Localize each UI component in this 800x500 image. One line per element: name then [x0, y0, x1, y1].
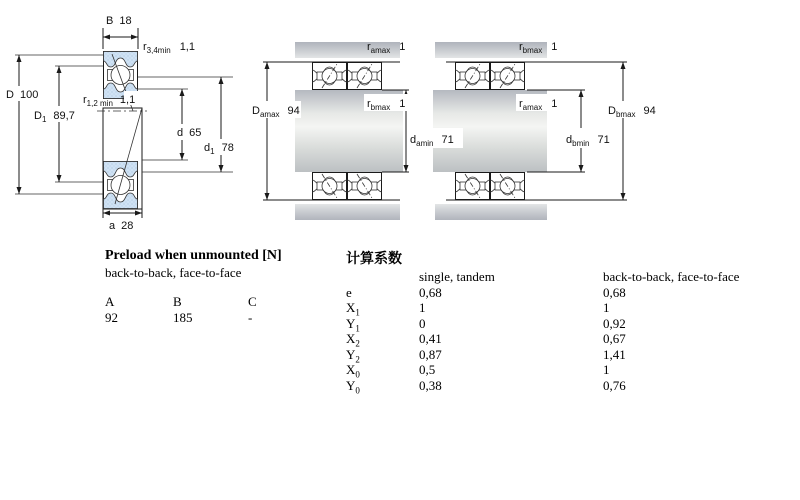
dim-label-a: a 28: [109, 220, 134, 232]
housing-bottom: [295, 204, 400, 220]
factor-value: 0,5: [419, 362, 436, 377]
factors-col2-header: back-to-back, face-to-face: [603, 269, 740, 284]
preload-value-C: -: [248, 310, 253, 325]
dim-label-dbmin: $d_{bmin}$ 71: [566, 134, 610, 148]
calculation-factors-table: [344, 248, 784, 398]
dim-label-r12: $r_{1,2 min}$ 1,1: [83, 94, 136, 108]
factor-value: 1: [603, 300, 610, 315]
dim-label-rbmax-b: $r_{bmax}$ 1: [519, 41, 558, 55]
factor-value: 0,68: [603, 285, 626, 300]
dim-label-d: d 65: [177, 127, 202, 139]
factor-row-label: $Y_0$: [346, 378, 360, 396]
preload-header-A: A: [105, 294, 115, 309]
factor-value: 0,92: [603, 316, 626, 331]
dim-label-r34: $r_{3,4min}$ 1,1: [143, 41, 195, 55]
arrangement-a-diagram: [249, 41, 412, 220]
preload-value-A: 92: [105, 310, 118, 325]
dimension-drawings: [0, 0, 800, 248]
factor-value: 1: [603, 362, 610, 377]
preload-table: [103, 248, 353, 338]
dim-label-rbmax-a: $r_{bmax}$ 1: [367, 98, 406, 112]
preload-value-B: 185: [173, 310, 193, 325]
factor-value: 1: [419, 300, 426, 315]
factor-value: 1,41: [603, 347, 626, 362]
damin-label-group: [407, 128, 463, 148]
dim-label-ramax-b: $r_{amax}$ 1: [519, 98, 558, 112]
dim-label-B: B 18: [106, 15, 132, 27]
dim-label-Damax: $D_{amax}$ 94: [252, 105, 300, 119]
factor-row-label: $Y_2$: [346, 347, 360, 365]
dim-label-damin: $d_{amin}$ 71: [410, 134, 454, 148]
dim-label-ramax-a: $r_{amax}$ 1: [367, 41, 406, 55]
factor-value: 0: [419, 316, 426, 331]
factor-value: 0,67: [603, 331, 626, 346]
factor-value: 0,38: [419, 378, 442, 393]
factor-value: 0,68: [419, 285, 442, 300]
dim-label-d1: $d_1$ 78: [204, 142, 234, 156]
dim-label-D: D 100: [6, 89, 39, 101]
arrangement-b-diagram: [433, 41, 663, 220]
factor-row-label: e: [346, 285, 352, 300]
dim-label-Dbmax: $D_{bmax}$ 94: [608, 105, 656, 119]
preload-header-C: C: [248, 294, 257, 309]
factor-row-label: $Y_1$: [346, 316, 360, 334]
housing-bottom: [435, 204, 547, 220]
factor-value: 0,41: [419, 331, 442, 346]
factor-row-label: $X_0$: [346, 362, 360, 380]
preload-header-B: B: [173, 294, 182, 309]
preload-title: Preload when unmounted [N]: [105, 248, 282, 263]
factor-row-label: $X_2$: [346, 331, 360, 349]
factor-row-label: $X_1$: [346, 300, 360, 318]
dim-label-D1: $D_1$ 89,7: [34, 110, 75, 124]
bearing-cross-section: [3, 15, 236, 232]
preload-subtitle: back-to-back, face-to-face: [105, 265, 242, 280]
factors-col1-header: single, tandem: [419, 269, 495, 284]
factor-value: 0,76: [603, 378, 626, 393]
factor-value: 0,87: [419, 347, 442, 362]
factors-title: 计算系数: [346, 252, 402, 267]
